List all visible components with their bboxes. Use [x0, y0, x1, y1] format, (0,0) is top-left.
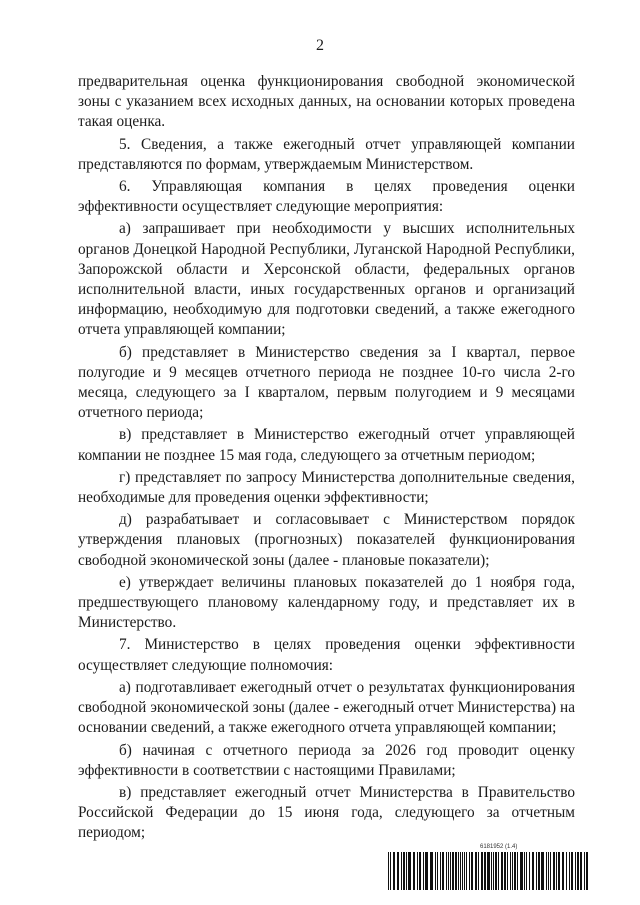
paragraph-item-6: 6. Управляющая компания в целях проведения оценки эффективности осуществляет следующие мероприятия:	[78, 178, 575, 216]
subitem-7a: а) подготавливает ежегодный отчет о результатах функционирования свободной экономической зоны (далее - ежегодный отчет Министерства) на основании сведений, а также ежегодного отчета управляющей компании;	[78, 678, 575, 737]
barcode-bar	[546, 852, 547, 890]
barcode-bar	[517, 852, 518, 890]
barcode-bar	[558, 852, 560, 890]
barcode-bar	[469, 852, 470, 890]
subitem-6g: г) представляет по запросу Министерства дополнительные сведения, необходимые для проведения оценки эффективности;	[78, 468, 575, 507]
page-number: 2	[316, 37, 324, 54]
barcode-bar	[504, 852, 506, 890]
barcode-bar	[541, 852, 544, 890]
document-body	[78, 72, 575, 846]
barcode-bar	[403, 852, 405, 890]
barcode-bar	[556, 852, 557, 890]
barcode-bar	[406, 852, 407, 890]
barcode-bar	[580, 852, 582, 890]
subitem-6e: е) утверждает величины плановых показателей до 1 ноября года, предшествующего плановому календарному году, и представляет их в Министерство.	[78, 573, 575, 632]
barcode-bar	[575, 852, 576, 890]
subitem-7v: в) представляет ежегодный отчет Министерства в Правительство Российской Федерации до 15 июня года, следующего за отчетным периодом;	[78, 783, 575, 842]
barcode-bar	[458, 852, 459, 890]
barcode-bar	[571, 852, 573, 890]
barcode-bar	[481, 852, 483, 890]
barcode-bar	[471, 852, 473, 890]
barcode	[388, 843, 588, 893]
barcode-bar	[390, 852, 391, 890]
paragraph-continuation: предварительная оценка функционирования свободной экономической зоны с указанием всех исходных данных, на основании которых проведена такая оценка.	[78, 73, 575, 131]
barcode-bar	[569, 852, 570, 890]
barcode-bar	[538, 852, 540, 890]
barcode-bar	[586, 852, 588, 890]
subitem-7b: б) начиная с отчетного периода за 2026 год проводит оценку эффективности в соответствии с настоящими Правилами;	[78, 741, 575, 779]
subitem-6a: а) запрашивает при необходимости у высших исполнительных органов Донецкой Народной Республики, Луганской Народной Республики, Запорожской области и Херсонской области, федеральных органов исполнительной власти, иных государственных органов и организаций информацию, необходимую для подготовки сведений, а также ежегодного отчета управляющей компании;	[78, 220, 575, 339]
barcode-bar	[423, 852, 424, 890]
barcode-bar	[437, 852, 438, 890]
barcode-bar	[448, 852, 449, 890]
barcode-bar	[562, 852, 564, 890]
barcode-bar	[566, 852, 567, 890]
barcode-bar	[466, 852, 467, 890]
subitem-6v: в) представляет в Министерство ежегодный отчет управляющей компании не позднее 15 мая года, следующего за отчетным периодом;	[78, 426, 575, 464]
barcode-bar	[419, 852, 421, 890]
barcode-caption: 6181952 (1.4)	[480, 844, 518, 850]
barcode-bar	[446, 852, 447, 890]
barcode-bar	[536, 852, 537, 890]
barcode-bar	[501, 852, 503, 890]
barcode-bar	[520, 852, 523, 890]
barcode-bar	[435, 852, 436, 890]
barcode-bar	[475, 852, 477, 890]
subitem-6d: д) разрабатывает и согласовывает с Министерством порядок утверждения плановых (прогнозных) показателей функционирования свободной экономической зоны (далее - плановые показатели);	[78, 511, 575, 569]
barcode-bar	[450, 852, 451, 890]
barcode-bar	[430, 852, 433, 890]
barcode-bar	[484, 852, 486, 890]
barcode-bar	[460, 852, 461, 890]
barcode-bar	[532, 852, 534, 890]
barcode-bar	[548, 852, 549, 890]
subitem-6b: б) представляет в Министерство сведения за I квартал, первое полугодие и 9 месяцев отчетного периода не позднее 10-го числа 2-го месяца, следующего за I кварталом, первым полугодием и 9 месяцами отчетного периода;	[78, 343, 575, 422]
barcode-bar	[442, 852, 444, 890]
barcode-bar	[401, 852, 402, 890]
barcode-bar	[464, 852, 465, 890]
barcode-bar	[510, 852, 511, 890]
barcode-bar	[526, 852, 527, 890]
barcode-bar	[452, 852, 454, 890]
barcode-bar	[553, 852, 555, 890]
barcode-bar	[462, 852, 463, 890]
barcode-bar	[487, 852, 490, 890]
barcode-bar	[455, 852, 457, 890]
barcode-bar	[495, 852, 497, 890]
barcode-bar	[425, 852, 428, 890]
barcode-bar	[388, 852, 389, 890]
barcode-bar	[493, 852, 494, 890]
barcode-bar	[577, 852, 579, 890]
barcode-bar	[529, 852, 530, 890]
paragraph-item-5: 5. Сведения, а также ежегодный отчет управляющей компании представляются по формам, утверждаемым Министерством.	[78, 135, 575, 173]
barcode-graphic	[388, 852, 588, 890]
barcode-bar	[408, 852, 411, 890]
barcode-bar	[524, 852, 525, 890]
barcode-bar	[584, 852, 585, 890]
barcode-bar	[397, 852, 399, 890]
paragraph-item-7: 7. Министерство в целях проведения оценки эффективности осуществляет следующие полномочия:	[78, 636, 575, 674]
barcode-bar	[512, 852, 513, 890]
barcode-bar	[393, 852, 395, 890]
barcode-bar	[491, 852, 492, 890]
barcode-bar	[507, 852, 508, 890]
barcode-bar	[550, 852, 551, 890]
barcode-bar	[440, 852, 441, 890]
barcode-bar	[417, 852, 418, 890]
barcode-bar	[514, 852, 516, 890]
barcode-bar	[478, 852, 479, 890]
barcode-bar	[413, 852, 415, 890]
barcode-bar	[498, 852, 499, 890]
